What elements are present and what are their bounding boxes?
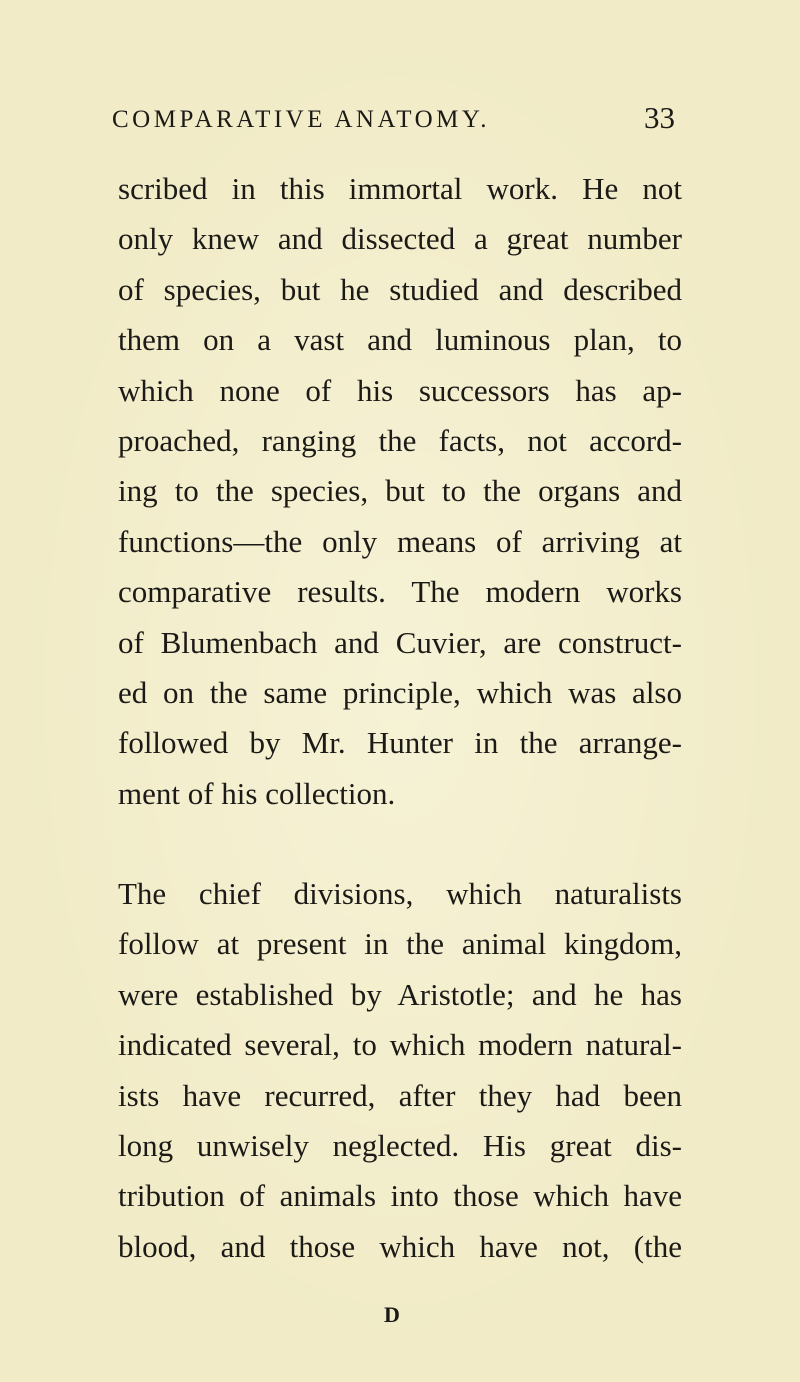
text-line: ists have recurred, after they had been: [118, 1077, 682, 1113]
text-line: ing to the species, but to the organs and: [118, 473, 682, 509]
text-line: long unwisely neglected. His great dis-: [118, 1128, 682, 1164]
paragraph-2: [118, 869, 682, 1272]
text-line: ed on the same principle, which was also: [118, 674, 682, 710]
text-line: indicated several, to which modern natural-: [118, 1027, 682, 1063]
text-line: functions—the only means of arriving at: [118, 523, 682, 559]
text-line: proached, ranging the facts, not accord-: [118, 422, 682, 458]
paragraph-spacer: [118, 819, 682, 869]
text-line: of Blumenbach and Cuvier, are construct-: [118, 624, 682, 660]
paragraph-1: [118, 164, 682, 819]
text-line: were established by Aristotle; and he has: [118, 976, 682, 1012]
text-line: The chief divisions, which naturalists: [118, 876, 682, 912]
text-line: tribution of animals into those which have: [118, 1178, 682, 1214]
text-line: blood, and those which have not, (the: [118, 1228, 682, 1264]
body-text: [118, 164, 682, 1272]
text-line: comparative results. The modern works: [118, 574, 682, 610]
text-line: followed by Mr. Hunter in the arrange-: [118, 725, 682, 761]
text-line: them on a vast and luminous plan, to: [118, 322, 682, 358]
text-line: scribed in this immortal work. He not: [118, 171, 682, 206]
text-line: which none of his successors has ap-: [118, 372, 682, 408]
running-header: [0, 100, 800, 140]
text-line: only knew and dissected a great number: [118, 221, 682, 257]
text-line: follow at present in the animal kingdom,: [118, 926, 682, 962]
signature-mark: D: [384, 1302, 401, 1327]
page-number: 33: [644, 100, 675, 135]
text-line: of species, but he studied and described: [118, 271, 682, 307]
text-line: ment of his collection.: [118, 775, 396, 811]
running-title: COMPARATIVE ANATOMY.: [112, 106, 490, 133]
